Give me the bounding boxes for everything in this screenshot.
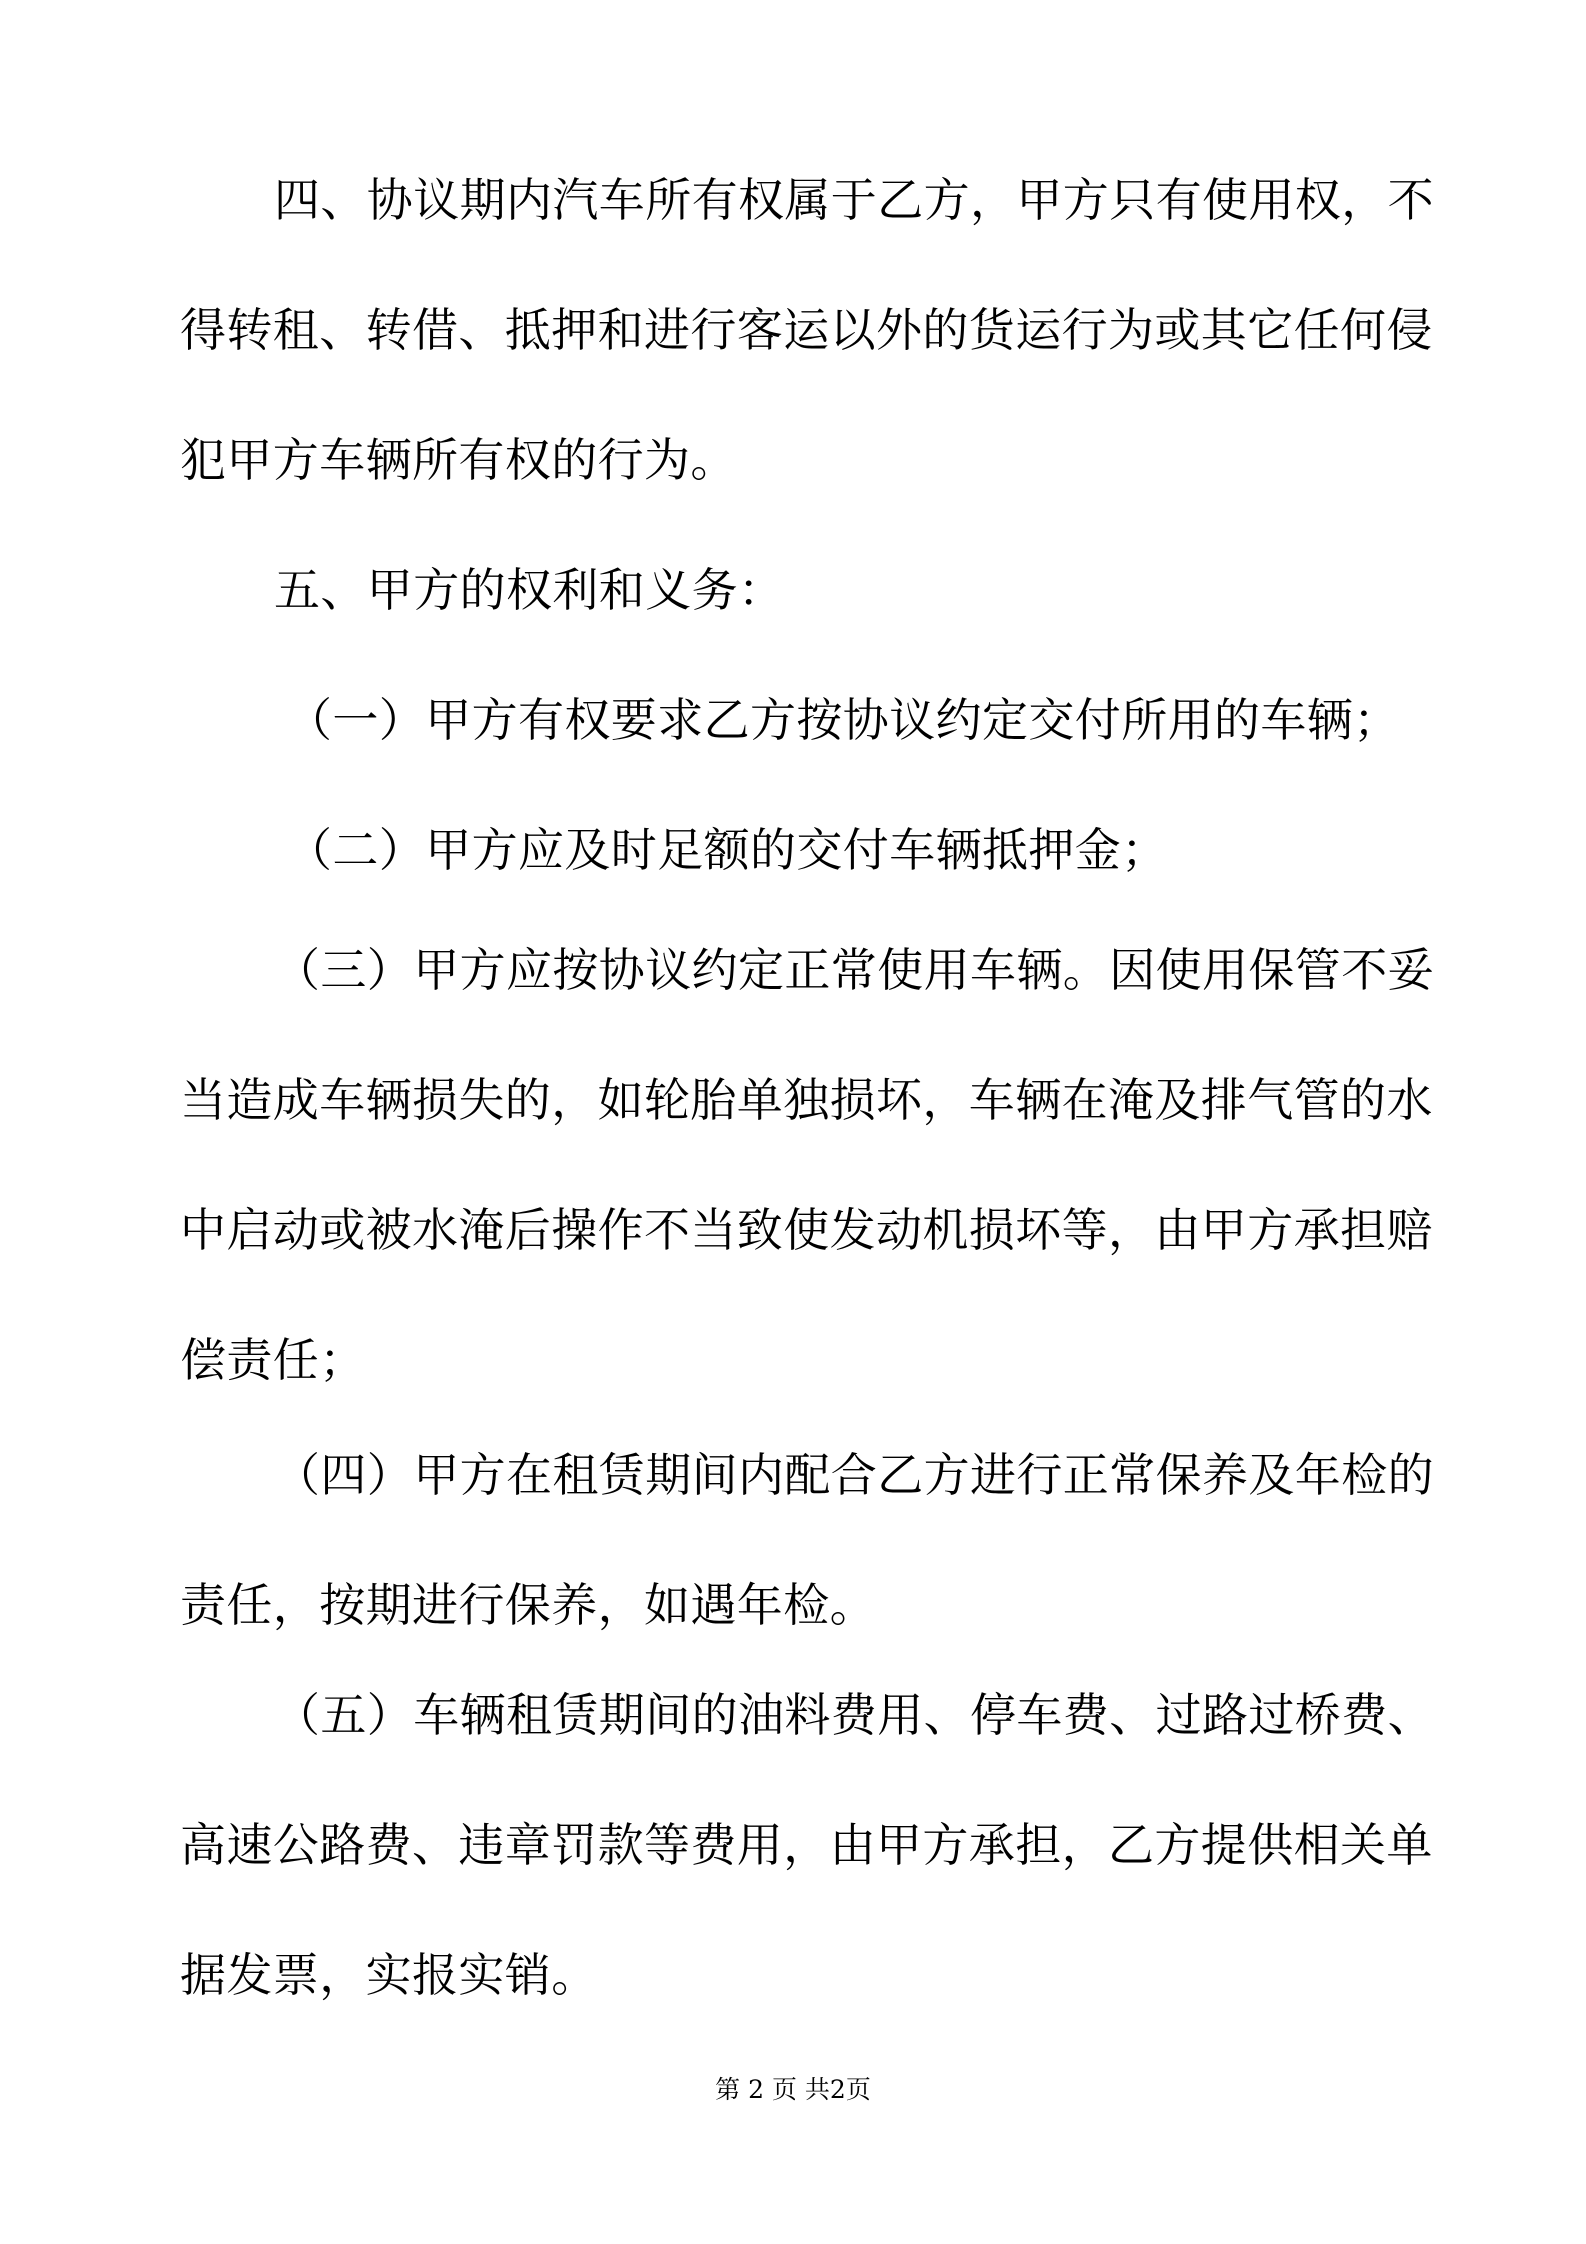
clause-five-item-3: （三）甲方应按协议约定正常使用车辆。因使用保管不妥当造成车辆损失的，如轮胎单独损坏，车辆在淹及排气管的水中启动或被水淹后操作不当致使发动机损坏等，由甲方承担赔偿责任；	[180, 943, 1434, 1387]
clause-four-ownership: 四、协议期内汽车所有权属于乙方，甲方只有使用权，不得转租、转借、抵押和进行客运以外的货运行为或其它任何侵犯甲方车辆所有权的行为。	[180, 173, 1434, 487]
clause-five-item-4: （四）甲方在租赁期间内配合乙方进行正常保养及年检的责任，按期进行保养，如遇年检。	[180, 1448, 1434, 1632]
clause-five-heading: 五、甲方的权利和义务：	[274, 563, 785, 617]
clause-five-item-5: （五）车辆租赁期间的油料费用、停车费、过路过桥费、高速公路费、违章罚款等费用，由甲方承担，乙方提供相关单据发票，实报实销。	[180, 1688, 1434, 2002]
page-footer: 第 2 页 共2页	[715, 2075, 871, 2104]
clause-five-item-1: （一）甲方有权要求乙方按协议约定交付所用的车辆；	[286, 693, 1400, 747]
clause-five-item-2: （二）甲方应及时足额的交付车辆抵押金；	[286, 823, 1168, 877]
